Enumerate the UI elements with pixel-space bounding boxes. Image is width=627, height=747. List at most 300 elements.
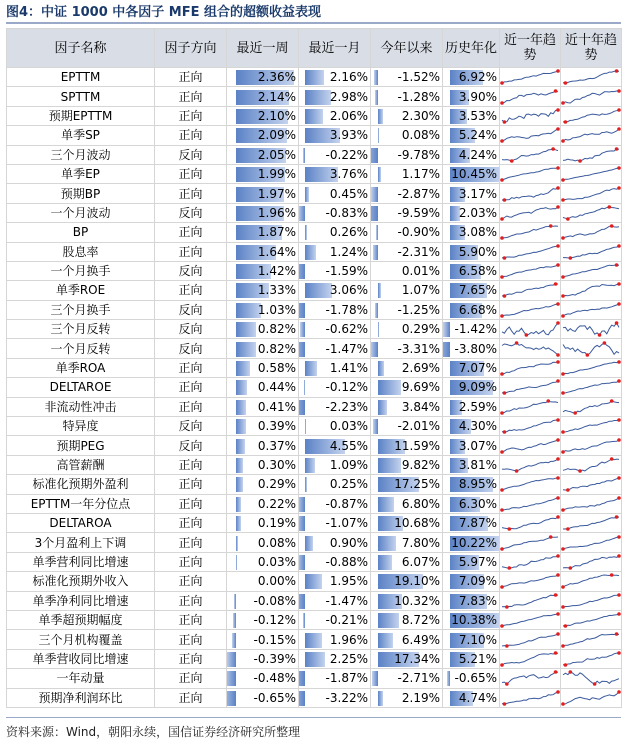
trend-high-marker bbox=[617, 496, 621, 500]
value-cell-annual bbox=[443, 145, 500, 164]
value-cell-ytd bbox=[371, 552, 443, 571]
value-bar bbox=[299, 206, 306, 221]
sparkline-10y bbox=[561, 87, 622, 106]
trend-low-marker bbox=[561, 644, 565, 648]
factor-direction: 正向 bbox=[155, 649, 227, 668]
sparkline-10y bbox=[561, 261, 622, 280]
value-bar bbox=[236, 400, 246, 415]
value-label: 2.30% bbox=[401, 108, 440, 123]
trend-line bbox=[563, 323, 619, 335]
table-row bbox=[7, 669, 622, 688]
value-label: -1.25% bbox=[397, 302, 440, 317]
value-label: 0.82% bbox=[257, 341, 296, 356]
sparkline-1y bbox=[500, 455, 561, 474]
factor-direction: 正向 bbox=[155, 87, 227, 106]
value-label: -0.21% bbox=[325, 613, 368, 628]
value-label: 0.41% bbox=[257, 399, 296, 414]
value-label: 1.24% bbox=[329, 244, 368, 259]
value-bar bbox=[378, 380, 401, 395]
factor-direction: 正向 bbox=[155, 455, 227, 474]
value-label: -1.28% bbox=[397, 89, 440, 104]
value-cell-annual bbox=[443, 572, 500, 591]
value-bar bbox=[299, 555, 306, 570]
value-cell-annual bbox=[443, 649, 500, 668]
value-label: 2.59% bbox=[458, 399, 497, 414]
value-cell-week bbox=[227, 339, 299, 358]
trend-low-marker bbox=[561, 178, 565, 182]
trend-line bbox=[502, 71, 558, 83]
factor-direction: 正向 bbox=[155, 378, 227, 397]
value-label: 11.59% bbox=[394, 438, 440, 453]
value-cell-ytd bbox=[371, 436, 443, 455]
value-label: 2.25% bbox=[329, 651, 368, 666]
trend-line bbox=[502, 672, 558, 684]
value-label: 4.24% bbox=[458, 147, 497, 162]
trend-line-chart bbox=[561, 592, 621, 610]
factor-name: 单季SP bbox=[7, 126, 155, 145]
factor-direction: 正向 bbox=[155, 552, 227, 571]
table-row bbox=[7, 68, 622, 87]
trend-line-chart bbox=[561, 514, 621, 532]
factor-name: 特异度 bbox=[7, 417, 155, 436]
sparkline-10y bbox=[561, 126, 622, 145]
trend-line-chart bbox=[561, 572, 621, 590]
value-cell-week bbox=[227, 649, 299, 668]
value-cell-week bbox=[227, 223, 299, 242]
value-label: -0.39% bbox=[253, 651, 296, 666]
sparkline-1y bbox=[500, 688, 561, 707]
sparkline-1y bbox=[500, 320, 561, 339]
value-label: 3.08% bbox=[458, 225, 497, 240]
value-cell-month bbox=[299, 669, 371, 688]
trend-low-marker bbox=[505, 605, 509, 609]
trend-high-marker bbox=[615, 515, 619, 519]
sparkline-10y bbox=[561, 513, 622, 532]
table-row bbox=[7, 397, 622, 416]
trend-line bbox=[563, 498, 619, 510]
trend-high-marker bbox=[556, 166, 560, 170]
trend-line-chart bbox=[561, 650, 621, 668]
sparkline-1y bbox=[500, 436, 561, 455]
trend-low-marker bbox=[566, 527, 570, 531]
value-label: 10.32% bbox=[394, 593, 440, 608]
value-cell-ytd bbox=[371, 320, 443, 339]
value-bar bbox=[374, 70, 378, 85]
sparkline-10y bbox=[561, 455, 622, 474]
value-cell-annual bbox=[443, 261, 500, 280]
value-bar bbox=[371, 187, 378, 202]
sparkline-1y bbox=[500, 106, 561, 125]
trend-high-marker bbox=[617, 360, 621, 364]
trend-low-marker bbox=[561, 586, 565, 590]
trend-high-marker bbox=[617, 418, 621, 422]
trend-line-chart bbox=[500, 107, 560, 125]
factor-name: 单季净利同比增速 bbox=[7, 591, 155, 610]
factor-name: DELTAROA bbox=[7, 513, 155, 532]
value-label: 7.09% bbox=[458, 574, 497, 589]
factor-direction: 正向 bbox=[155, 106, 227, 125]
value-cell-annual bbox=[443, 513, 500, 532]
trend-line bbox=[502, 226, 558, 238]
value-cell-month bbox=[299, 688, 371, 707]
value-cell-annual bbox=[443, 203, 500, 222]
trend-line-chart bbox=[500, 437, 560, 455]
trend-high-marker bbox=[554, 89, 558, 93]
value-cell-ytd bbox=[371, 145, 443, 164]
value-cell-week bbox=[227, 610, 299, 629]
value-cell-week bbox=[227, 242, 299, 261]
value-cell-annual bbox=[443, 669, 500, 688]
factor-name: 一年动量 bbox=[7, 669, 155, 688]
factor-direction: 反向 bbox=[155, 320, 227, 339]
trend-line-chart bbox=[500, 611, 560, 629]
value-cell-week bbox=[227, 513, 299, 532]
trend-line-chart bbox=[500, 165, 560, 183]
value-label: 2.03% bbox=[458, 205, 497, 220]
factor-name: 三个月机构覆盖 bbox=[7, 630, 155, 649]
table-row bbox=[7, 475, 622, 494]
value-label: 1.96% bbox=[257, 205, 296, 220]
sparkline-1y bbox=[500, 494, 561, 513]
value-label: 1.64% bbox=[257, 244, 296, 259]
trend-line bbox=[502, 440, 558, 452]
trend-line-chart bbox=[561, 223, 621, 241]
trend-line bbox=[502, 692, 558, 704]
trend-line-chart bbox=[561, 456, 621, 474]
value-bar bbox=[378, 361, 384, 376]
value-cell-week bbox=[227, 378, 299, 397]
trend-low-marker bbox=[500, 178, 504, 182]
value-cell-month bbox=[299, 300, 371, 319]
factor-name: 一个月换手 bbox=[7, 261, 155, 280]
trend-line bbox=[563, 284, 619, 296]
trend-high-marker bbox=[556, 457, 560, 461]
value-cell-ytd bbox=[371, 649, 443, 668]
trend-low-marker bbox=[561, 198, 565, 202]
value-cell-annual bbox=[443, 591, 500, 610]
value-cell-ytd bbox=[371, 106, 443, 125]
trend-low-marker bbox=[561, 430, 565, 434]
table-row bbox=[7, 513, 622, 532]
trend-line-chart bbox=[500, 689, 560, 707]
factor-name: 3个月盈利上下调 bbox=[7, 533, 155, 552]
value-label: -0.65% bbox=[253, 690, 296, 705]
table-body bbox=[7, 68, 622, 708]
value-label: 0.45% bbox=[329, 186, 368, 201]
sparkline-1y bbox=[500, 184, 561, 203]
trend-high-marker bbox=[549, 225, 553, 229]
value-cell-ytd bbox=[371, 358, 443, 377]
trend-high-marker bbox=[556, 612, 560, 616]
value-cell-month bbox=[299, 223, 371, 242]
trend-line-chart bbox=[561, 243, 621, 261]
trend-line bbox=[563, 692, 619, 704]
value-label: 4.30% bbox=[458, 419, 497, 434]
value-cell-month bbox=[299, 261, 371, 280]
table-row bbox=[7, 261, 622, 280]
factor-direction: 正向 bbox=[155, 669, 227, 688]
trend-high-marker bbox=[554, 283, 558, 287]
sparkline-10y bbox=[561, 300, 622, 319]
trend-low-marker bbox=[561, 372, 565, 376]
value-bar bbox=[305, 225, 307, 240]
value-cell-annual bbox=[443, 630, 500, 649]
value-label: 2.16% bbox=[329, 70, 368, 85]
value-bar bbox=[299, 516, 306, 531]
value-bar bbox=[305, 574, 322, 589]
trend-line bbox=[502, 614, 558, 626]
value-label: 6.80% bbox=[401, 496, 440, 511]
value-label: 8.95% bbox=[458, 477, 497, 492]
value-cell-month bbox=[299, 572, 371, 591]
value-bar bbox=[299, 497, 306, 512]
trend-line bbox=[563, 149, 619, 161]
sparkline-10y bbox=[561, 649, 622, 668]
trend-line bbox=[502, 188, 558, 200]
trend-low-marker bbox=[561, 392, 565, 396]
value-bar bbox=[375, 303, 378, 318]
trend-line bbox=[563, 226, 619, 238]
trend-line bbox=[563, 517, 619, 529]
value-bar bbox=[305, 477, 307, 492]
trend-line-chart bbox=[500, 281, 560, 299]
value-label: 2.09% bbox=[257, 128, 296, 143]
value-cell-ytd bbox=[371, 261, 443, 280]
trend-line bbox=[563, 265, 619, 277]
trend-low-marker bbox=[500, 314, 504, 318]
value-label: -2.01% bbox=[397, 419, 440, 434]
sparkline-10y bbox=[561, 339, 622, 358]
value-label: 6.58% bbox=[458, 264, 497, 279]
value-cell-annual bbox=[443, 417, 500, 436]
value-bar bbox=[236, 439, 245, 454]
factor-name: 单季超预期幅度 bbox=[7, 610, 155, 629]
value-label: 7.10% bbox=[458, 632, 497, 647]
value-cell-month bbox=[299, 184, 371, 203]
trend-high-marker bbox=[617, 651, 621, 655]
value-cell-annual bbox=[443, 164, 500, 183]
value-label: 4.55% bbox=[329, 438, 368, 453]
value-cell-week bbox=[227, 417, 299, 436]
trend-low-marker bbox=[561, 101, 565, 105]
trend-low-marker bbox=[500, 508, 504, 512]
source-note: 资料来源：Wind，朝阳永续，国信证券经济研究所整理 bbox=[6, 725, 301, 739]
value-label: -0.15% bbox=[253, 632, 296, 647]
value-cell-month bbox=[299, 610, 371, 629]
factor-name: 三个月换手 bbox=[7, 300, 155, 319]
trend-line bbox=[563, 91, 619, 103]
value-label: 9.69% bbox=[401, 380, 440, 395]
value-label: -0.08% bbox=[253, 593, 296, 608]
value-cell-week bbox=[227, 630, 299, 649]
trend-line bbox=[502, 129, 558, 141]
value-bar bbox=[236, 361, 250, 376]
factor-direction: 反向 bbox=[155, 261, 227, 280]
trend-low-marker bbox=[500, 372, 504, 376]
header-trend-10y: 近十年趋势 bbox=[561, 29, 622, 68]
trend-high-marker bbox=[607, 205, 611, 209]
value-cell-week bbox=[227, 106, 299, 125]
value-cell-annual bbox=[443, 281, 500, 300]
value-bar bbox=[447, 671, 450, 686]
value-label: 0.29% bbox=[257, 477, 296, 492]
trend-high-marker bbox=[617, 438, 621, 442]
value-label: 6.30% bbox=[458, 496, 497, 511]
value-label: -1.87% bbox=[325, 671, 368, 686]
value-label: 2.36% bbox=[257, 70, 296, 85]
trend-line-chart bbox=[500, 592, 560, 610]
value-bar bbox=[378, 458, 401, 473]
value-label: 1.09% bbox=[329, 458, 368, 472]
value-cell-ytd bbox=[371, 68, 443, 87]
title-rule bbox=[6, 22, 621, 24]
factor-name: 标准化预期外收入 bbox=[7, 572, 155, 591]
factor-direction: 反向 bbox=[155, 300, 227, 319]
sparkline-10y bbox=[561, 223, 622, 242]
trend-line bbox=[502, 246, 558, 258]
trend-low-marker bbox=[503, 702, 507, 706]
value-label: 0.22% bbox=[257, 496, 296, 511]
trend-high-marker bbox=[556, 515, 560, 519]
value-cell-month bbox=[299, 87, 371, 106]
trend-line bbox=[502, 401, 558, 413]
factor-name: 单季EP bbox=[7, 164, 155, 183]
factor-performance-table bbox=[6, 28, 622, 708]
value-bar bbox=[299, 691, 306, 706]
factor-name: EPTTM一年分位点 bbox=[7, 494, 155, 513]
trend-line-chart bbox=[500, 88, 560, 106]
factor-direction: 正向 bbox=[155, 164, 227, 183]
trend-high-marker bbox=[617, 302, 621, 306]
value-bar bbox=[305, 90, 331, 105]
value-bar bbox=[236, 419, 246, 434]
value-bar bbox=[305, 245, 316, 260]
trend-line-chart bbox=[500, 495, 560, 513]
sparkline-10y bbox=[561, 164, 622, 183]
value-label: -9.78% bbox=[397, 147, 440, 162]
trend-high-marker bbox=[610, 574, 614, 578]
trend-line-chart bbox=[500, 204, 560, 222]
trend-line bbox=[502, 265, 558, 277]
value-cell-month bbox=[299, 68, 371, 87]
factor-name: 单季营收同比增速 bbox=[7, 649, 155, 668]
trend-low-marker bbox=[561, 450, 565, 454]
trend-low-marker bbox=[515, 469, 519, 473]
value-label: 0.39% bbox=[257, 419, 296, 434]
value-cell-month bbox=[299, 145, 371, 164]
factor-direction: 正向 bbox=[155, 223, 227, 242]
sparkline-10y bbox=[561, 669, 622, 688]
value-bar bbox=[233, 613, 236, 628]
header-trend-1y: 近一年趋势 bbox=[500, 29, 561, 68]
trend-line-chart bbox=[500, 301, 560, 319]
value-cell-ytd bbox=[371, 572, 443, 591]
trend-high-marker bbox=[556, 360, 560, 364]
sparkline-1y bbox=[500, 87, 561, 106]
trend-high-marker bbox=[617, 244, 621, 248]
value-label: 0.58% bbox=[257, 361, 296, 376]
table-row bbox=[7, 378, 622, 397]
trend-high-marker bbox=[617, 108, 621, 112]
value-label: 10.22% bbox=[451, 535, 497, 550]
trend-line bbox=[563, 110, 619, 122]
sparkline-1y bbox=[500, 223, 561, 242]
trend-high-marker bbox=[617, 186, 621, 190]
trend-line bbox=[563, 71, 619, 83]
trend-low-marker bbox=[566, 489, 570, 493]
value-cell-annual bbox=[443, 688, 500, 707]
trend-low-marker bbox=[503, 120, 507, 124]
value-label: 1.42% bbox=[257, 264, 296, 279]
trend-low-marker bbox=[500, 140, 504, 144]
value-label: 2.98% bbox=[329, 89, 368, 104]
sparkline-1y bbox=[500, 378, 561, 397]
sparkline-1y bbox=[500, 417, 561, 436]
trend-line-chart bbox=[500, 340, 560, 358]
value-cell-ytd bbox=[371, 242, 443, 261]
trend-line bbox=[563, 634, 619, 646]
trend-low-marker bbox=[561, 237, 565, 241]
value-cell-week bbox=[227, 494, 299, 513]
value-bar bbox=[378, 322, 379, 337]
trend-line-chart bbox=[561, 281, 621, 299]
value-bar bbox=[372, 671, 378, 686]
value-bar bbox=[299, 264, 306, 279]
trend-line bbox=[563, 129, 619, 141]
trend-low-marker bbox=[510, 159, 514, 163]
factor-direction: 反向 bbox=[155, 339, 227, 358]
value-bar bbox=[236, 322, 256, 337]
factor-direction: 正向 bbox=[155, 68, 227, 87]
value-label: 1.99% bbox=[257, 167, 296, 182]
value-label: 1.96% bbox=[329, 632, 368, 647]
trend-line bbox=[563, 556, 619, 568]
trend-low-marker bbox=[500, 275, 504, 279]
sparkline-10y bbox=[561, 417, 622, 436]
table-row bbox=[7, 184, 622, 203]
value-bar bbox=[305, 187, 309, 202]
trend-line bbox=[502, 459, 558, 471]
trend-low-marker bbox=[503, 295, 507, 299]
table-row bbox=[7, 203, 622, 222]
value-cell-week bbox=[227, 688, 299, 707]
trend-low-marker bbox=[500, 489, 504, 493]
trend-low-marker bbox=[561, 605, 565, 609]
value-label: 0.08% bbox=[257, 535, 296, 550]
value-label: 3.07% bbox=[458, 438, 497, 453]
value-label: -3.22% bbox=[325, 690, 368, 705]
value-cell-annual bbox=[443, 552, 500, 571]
value-label: 3.06% bbox=[329, 283, 368, 298]
trend-line-chart bbox=[561, 68, 621, 86]
sparkline-10y bbox=[561, 591, 622, 610]
trend-low-marker bbox=[525, 333, 529, 337]
factor-direction: 正向 bbox=[155, 358, 227, 377]
trend-line-chart bbox=[561, 204, 621, 222]
value-cell-ytd bbox=[371, 281, 443, 300]
value-bar bbox=[378, 497, 394, 512]
value-label: 6.07% bbox=[401, 554, 440, 569]
value-label: 1.33% bbox=[257, 283, 296, 298]
trend-low-marker bbox=[500, 624, 504, 628]
value-label: -1.07% bbox=[325, 516, 368, 531]
sparkline-10y bbox=[561, 397, 622, 416]
value-cell-month bbox=[299, 164, 371, 183]
value-bar bbox=[443, 342, 451, 357]
value-label: -0.62% bbox=[325, 322, 368, 337]
value-cell-week bbox=[227, 126, 299, 145]
trend-line bbox=[502, 595, 558, 607]
